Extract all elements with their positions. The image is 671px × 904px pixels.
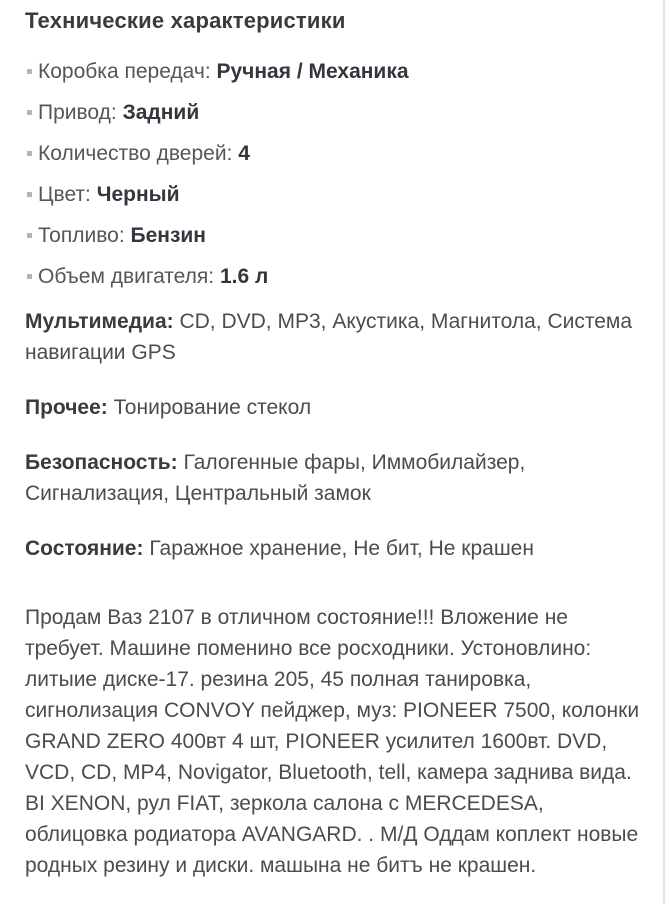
bullet-square-icon (27, 192, 32, 197)
specs-section-title: Технические характеристики (25, 8, 346, 33)
section-multimedia (25, 306, 641, 368)
bullet-square-icon (27, 151, 32, 156)
spec-value: 1.6 л (219, 265, 269, 288)
spec-value: Ручная / Механика (216, 60, 409, 83)
section-label: Состояние: (25, 537, 144, 560)
spec-label: Привод: (38, 101, 117, 124)
bullet-square-icon (27, 69, 32, 74)
spec-item-doors (25, 142, 641, 166)
section-value: Тонирование стекол (113, 396, 312, 419)
section-label: Мультимедиа: (25, 310, 174, 333)
seller-description: Продам Ваз 2107 в отличном состояние!!! Вложение не требует. Машине поменино все росходники. Устоновлино: литыие диске-17. резина 205, 45 полная танировка, сигнолизация CONVOY пейджер, муз: PIONEER 7500, колонки GRAND ZERO 400вт 4 шт, PIONEER усилител 1600вт. DVD, VCD, CD, MP4, Novigator, Bluetooth, tell, камера заднива вида. BI XENON, рул FIAT, зеркола салона с MERCEDESA, облицовка родиатора AVANGARD. . М/Д Оддам коплект новые родных резину и диски. машына не битъ не крашен. (25, 606, 640, 877)
bullet-square-icon (27, 233, 32, 238)
spec-item-fuel (25, 224, 641, 248)
specs-list (25, 60, 641, 289)
bullet-square-icon (27, 110, 32, 115)
section-safety (25, 447, 641, 509)
section-value: Гаражное хранение, Не бит, Не крашен (149, 537, 534, 560)
section-condition (25, 533, 641, 564)
section-other (25, 392, 641, 423)
spec-label: Цвет: (38, 183, 91, 206)
section-value: CD, DVD, MP3, Акустика, Магнитола, Система навигации GPS (25, 310, 633, 364)
bullet-square-icon (27, 274, 32, 279)
spec-value: Черный (96, 183, 180, 206)
spec-item-engine-volume (25, 265, 641, 289)
section-label: Прочее: (25, 396, 108, 419)
spec-label: Топливо: (38, 224, 125, 247)
spec-value: Задний (122, 101, 200, 124)
section-value: Галогенные фары, Иммобилайзер, Сигнализация, Центральный замок (25, 451, 526, 505)
spec-item-drive (25, 101, 641, 125)
spec-label: Объем двигателя: (38, 265, 215, 288)
spec-item-color (25, 183, 641, 207)
spec-value: 4 (238, 142, 250, 165)
section-label: Безопасность: (25, 451, 178, 474)
spec-label: Количество дверей: (38, 142, 233, 165)
spec-item-gearbox (25, 60, 641, 84)
spec-label: Коробка передач: (38, 60, 211, 83)
spec-value: Бензин (130, 224, 206, 247)
